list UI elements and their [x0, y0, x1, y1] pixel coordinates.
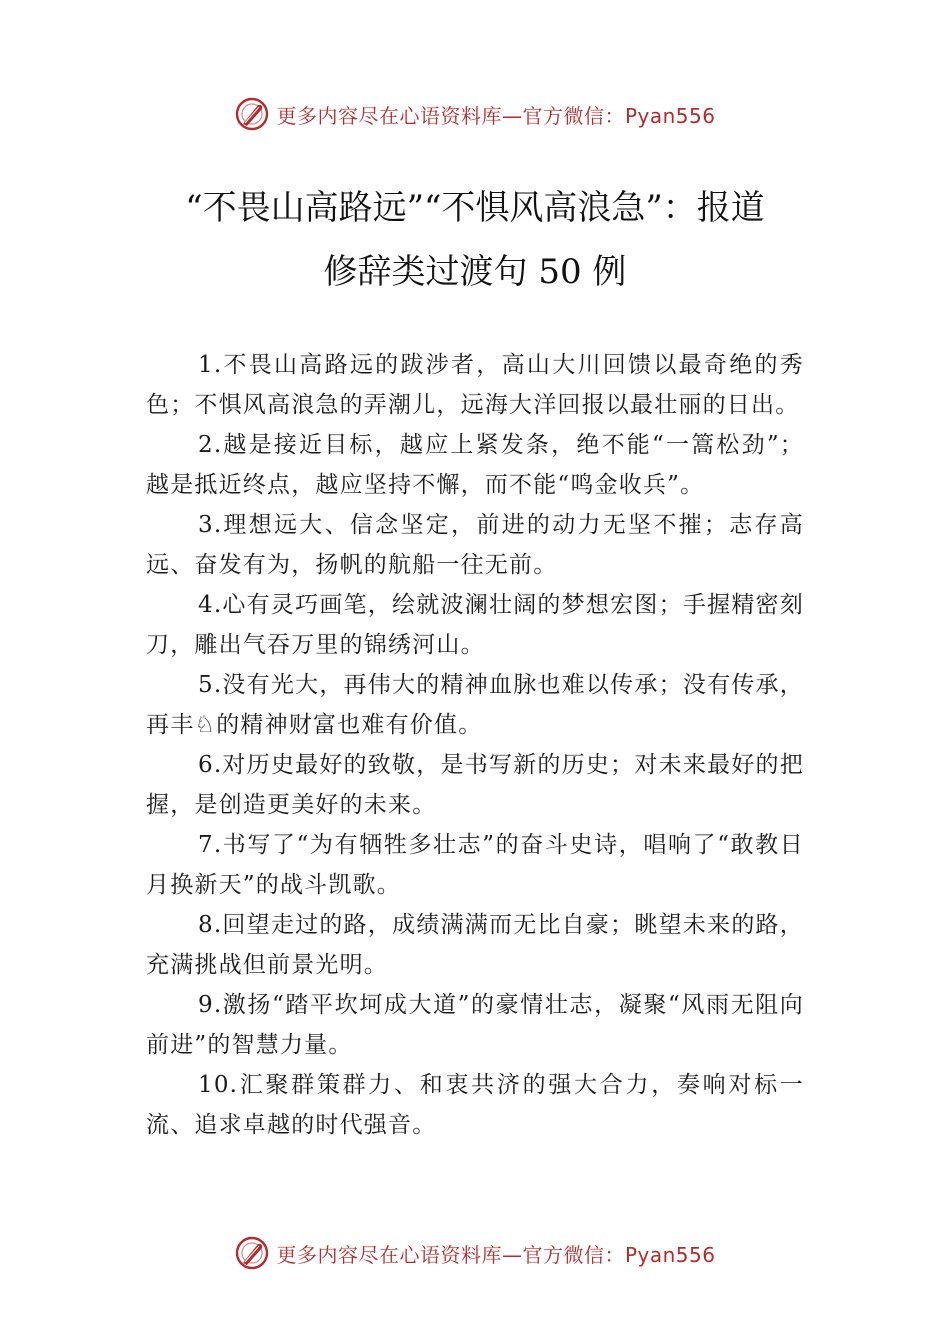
quill-logo-icon — [234, 96, 270, 132]
document-body — [146, 345, 804, 1145]
list-item: 3.理想远大、信念坚定，前进的动力无坚不摧；志存高远、奋发有为，扬帆的航船一往无前。 — [146, 512, 804, 578]
header-banner-text: 更多内容尽在心语资料库—官方微信：Pyan556 — [276, 103, 716, 128]
list-item: 1.不畏山高路远的跋涉者，高山大川回馈以最奇绝的秀色；不惧风高浪急的弄潮儿，远海大洋回报以最壮丽的日出。 — [146, 352, 804, 418]
document-title — [0, 176, 950, 304]
title-line-2: 修辞类过渡句 50 例 — [323, 252, 627, 292]
footer-banner — [0, 1233, 950, 1273]
footer-banner-text: 更多内容尽在心语资料库—官方微信：Pyan556 — [276, 1242, 716, 1267]
header-banner — [0, 94, 950, 134]
list-item: 6.对历史最好的致敬，是书写新的历史；对未来最好的把握，是创造更美好的未来。 — [146, 752, 804, 818]
list-item: 5.没有光大，再伟大的精神血脉也难以传承；没有传承，再丰♘的精神财富也难有价值。 — [146, 672, 804, 738]
quill-logo-icon — [234, 1235, 270, 1271]
title-line-1: “不畏山高路远”“不惧风高浪急”：报道 — [185, 188, 765, 228]
list-item: 8.回望走过的路，成绩满满而无比自豪；眺望未来的路，充满挑战但前景光明。 — [146, 912, 804, 978]
list-item: 10.汇聚群策群力、和衷共济的强大合力，奏响对标一流、追求卓越的时代强音。 — [146, 1072, 804, 1138]
list-item: 7.书写了“为有牺牲多壮志”的奋斗史诗，唱响了“敢教日月换新天”的战斗凯歌。 — [146, 832, 804, 898]
list-item: 9.激扬“踏平坎坷成大道”的豪情壮志，凝聚“风雨无阻向前进”的智慧力量。 — [146, 992, 804, 1058]
list-item: 4.心有灵巧画笔，绘就波澜壮阔的梦想宏图；手握精密刻刀，雕出气吞万里的锦绣河山。 — [146, 592, 804, 658]
list-item: 2.越是接近目标，越应上紧发条，绝不能“一篙松劲”；越是抵近终点，越应坚持不懈，而不能“鸣金收兵”。 — [146, 432, 804, 498]
